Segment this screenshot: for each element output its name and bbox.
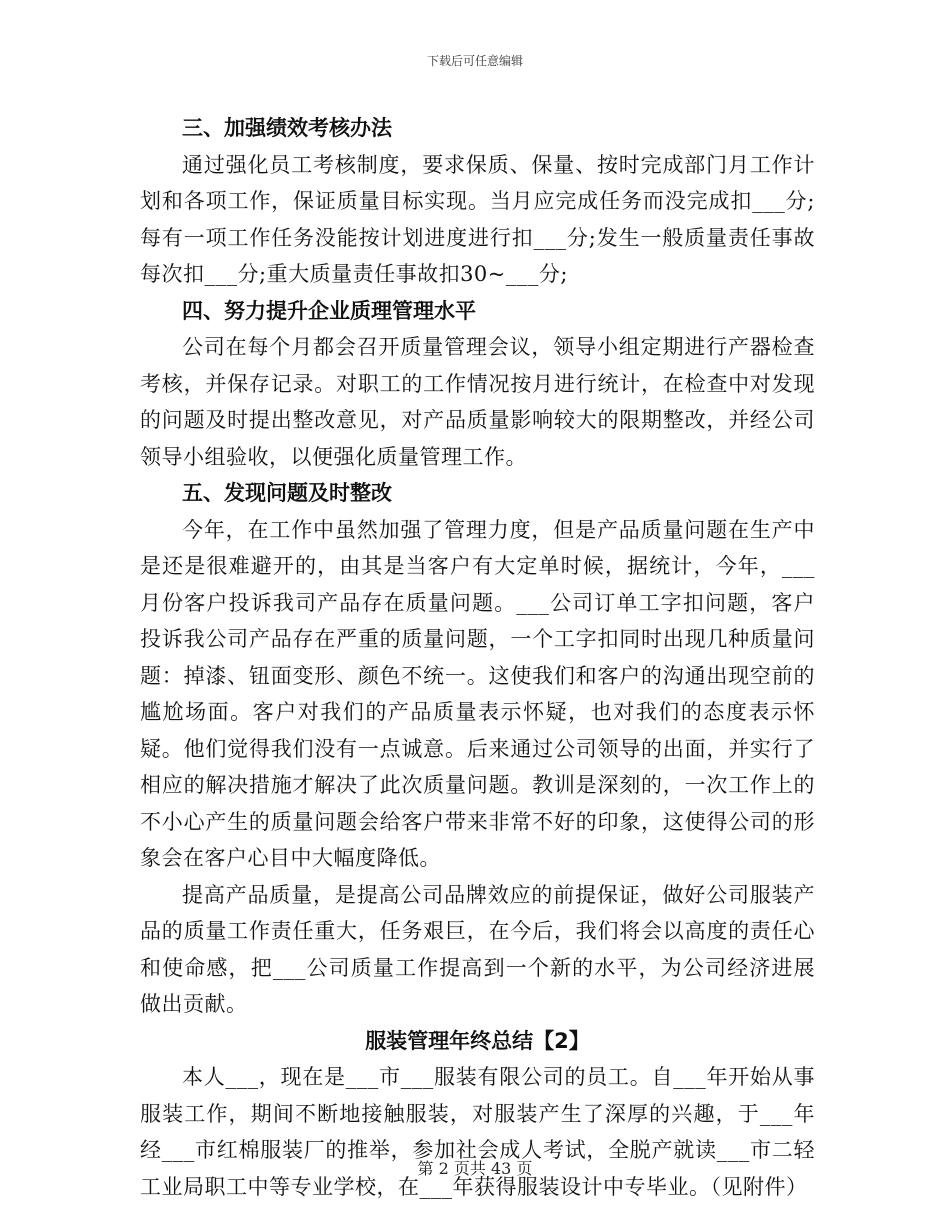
section-heading-5: 五、发现问题及时整改 xyxy=(182,481,392,505)
summary-2-paragraph: 本人___，现在是___市___服装有限公司的员工。自___年开始从事服装工作，期间不断地接触服装，对服装产生了深厚的兴趣，于___年经___市红棉服装厂的推举，参加社会成人考试，全脱产就读___市二轻工业局职工中等专业学校，在___年获得服装设计中专毕业。（见附件） xyxy=(140,1065,815,1199)
section-heading-4: 四、努力提升企业质理管理水平 xyxy=(182,298,476,323)
section-heading-3: 三、加强绩效考核办法 xyxy=(182,116,392,140)
document-body xyxy=(140,110,815,1205)
section-5-paragraph-1: 今年，在工作中虽然加强了管理力度，但是产品质量问题在生产中是还是很难避开的，由其是当客户有大定单时候，据统计，今年，___月份客户投诉我司产品存在质量问题。___公司订单工字扣问题，客户投诉我公司产品存在严重的质量问题，一个工字扣同时出现几种质量问题：掉漆、钮面变形、颜色不统一。这使我们和客户的沟通出现空前的尴尬场面。客户对我们的产品质量表示怀疑，也对我们的态度表示怀疑。他们觉得我们没有一点诚意。后来通过公司领导的出面，并实行了相应的解决措施才解决了此次质量问题。教训是深刻的，一次工作上的不小心产生的质量问题会给客户带来非常不好的印象，这使得公司的形象会在客户心目中大幅度降低。 xyxy=(140,517,815,870)
section-4-paragraph: 公司在每个月都会召开质量管理会议，领导小组定期进行产器检查考核，并保存记录。对职工的工作情况按月进行统计，在检查中对发现的问题及时提出整改意见，对产品质量影响较大的限期整改，并经公司领导小组验收，以便强化质量管理工作。 xyxy=(140,335,815,469)
page-footer: 第 2 页共 43 页 xyxy=(417,1159,533,1178)
section-5-paragraph-2: 提高产品质量，是提高公司品牌效应的前提保证，做好公司服装产品的质量工作责任重大，任务艰巨，在今后，我们将会以高度的责任心和使命感，把___公司质量工作提高到一个新的水平，为公司经济进展做出贡献。 xyxy=(140,882,815,1016)
section-3-paragraph: 通过强化员工考核制度，要求保质、保量、按时完成部门月工作计划和各项工作，保证质量目标实现。当月应完成任务而没完成扣___分;每有一项工作任务没能按计划进度进行扣___分;发生一般质量责任事故每次扣___分;重大质量责任事故扣30~___分; xyxy=(140,152,815,286)
document-title-2: 服装管理年终总结【2】 xyxy=(365,1028,590,1053)
page-header: 下载后可任意编辑 xyxy=(426,54,523,68)
